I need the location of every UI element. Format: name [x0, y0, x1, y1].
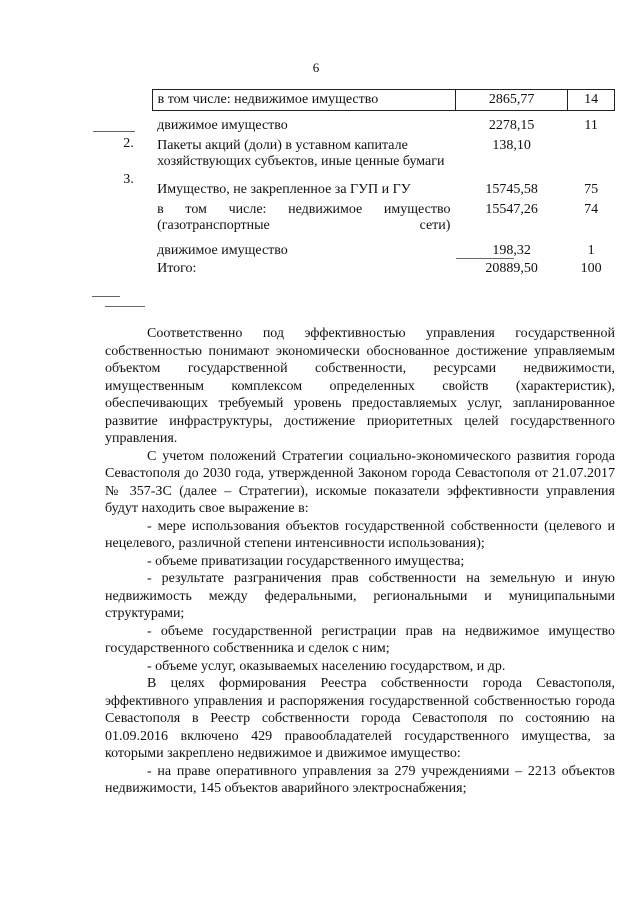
row-description: Пакеты акций (доли) в уставном капитале хозяйствующих субъектов, иные ценные бумаги	[157, 138, 445, 169]
row-number	[105, 259, 152, 277]
scan-artifact	[93, 131, 135, 132]
table-row	[105, 111, 615, 135]
list-item: - объеме государственной регистрации прав на недвижимое имущество государственного собственника и сделок с ним;	[105, 623, 615, 656]
document-body	[105, 325, 615, 798]
row-number	[105, 198, 152, 234]
row-description: Итого:	[157, 261, 197, 276]
row-description: Имущество, не закрепленное за ГУП и ГУ	[157, 182, 411, 197]
row-percent: 74	[584, 202, 599, 217]
assets-table	[105, 89, 615, 277]
row-value: 20889,50	[485, 261, 538, 276]
row-value: 15547,26	[485, 202, 538, 217]
row-value: 198,32	[492, 243, 531, 258]
list-item: - на праве оперативного управления за 279 учреждениями – 2213 объектов недвижимости, 145 объектов аварийного электроснабжения;	[105, 763, 615, 796]
row-percent: 1	[587, 243, 595, 258]
row-value: 15745,58	[485, 182, 538, 197]
row-value: 138,10	[492, 138, 531, 153]
scan-artifact	[105, 306, 145, 307]
row-description: в том числе: недвижимое имущество (газотранспортные сети)	[157, 202, 451, 233]
paragraph: Соответственно под эффективностью управления государственной собственностью понимают экономически обоснованное достижение управляемым объектом государственной собственности, ресурсами недвижимости, имущественным комплексом определенных свойств (характеристик), обеспечивающих требуемый уровень предоставляемых услуг, запланированное развитие инфраструктуры, достижение приоритетных целей государственного управления.	[105, 326, 615, 446]
row-percent: 75	[584, 182, 599, 197]
row-description: движимое имущество	[157, 118, 288, 133]
table-row	[105, 170, 615, 198]
row-value: 2278,15	[488, 118, 535, 133]
list-item: - объеме приватизации государственного имущества;	[147, 553, 465, 569]
list-item: - мере использования объектов государственной собственности (целевого и нецелевого, различной степени интенсивности использования);	[105, 518, 615, 551]
table-row	[105, 259, 615, 277]
row-number: 3.	[123, 172, 134, 187]
page-number: 6	[312, 60, 320, 75]
row-percent	[568, 134, 615, 170]
table-row	[105, 234, 615, 259]
row-value: 2865,77	[455, 90, 567, 111]
row-description: движимое имущество	[157, 243, 288, 258]
row-number	[105, 234, 152, 259]
paragraph: В целях формирования Реестра собственности города Севастополя, эффективного управления и распоряжения государственной собственностью города Севастополя в Реестр собственности города Севастополя по состоянию на 01.09.2016 включено 429 правообладателей государственного имущества, за которыми закреплено недвижимое и движимое имущество:	[105, 676, 615, 761]
scan-artifact	[92, 296, 120, 297]
row-percent: 11	[584, 118, 598, 133]
row-percent: 100	[580, 261, 602, 276]
scan-artifact	[456, 258, 514, 259]
row-number: 2.	[123, 136, 134, 151]
row-percent: 14	[568, 90, 615, 111]
table-row	[105, 134, 615, 170]
row-number	[105, 90, 152, 111]
paragraph: С учетом положений Стратегии социально-экономического развития города Севастополя до 2030 года, утвержденной Законом города Севастополя от 21.07.2017 № 357-ЗС (далее – Стратегии), искомые показатели эффективности управления будут находить свое выражение в:	[105, 448, 615, 516]
row-description: в том числе: недвижимое имущество	[152, 90, 455, 111]
list-item: - результате разграничения прав собственности на земельную и иную недвижимость между федеральными, региональными и муниципальными структурами;	[105, 571, 615, 621]
list-item: - объеме услуг, оказываемых населению государством, и др.	[147, 658, 506, 674]
table-row	[105, 198, 615, 234]
table-row	[105, 90, 615, 111]
